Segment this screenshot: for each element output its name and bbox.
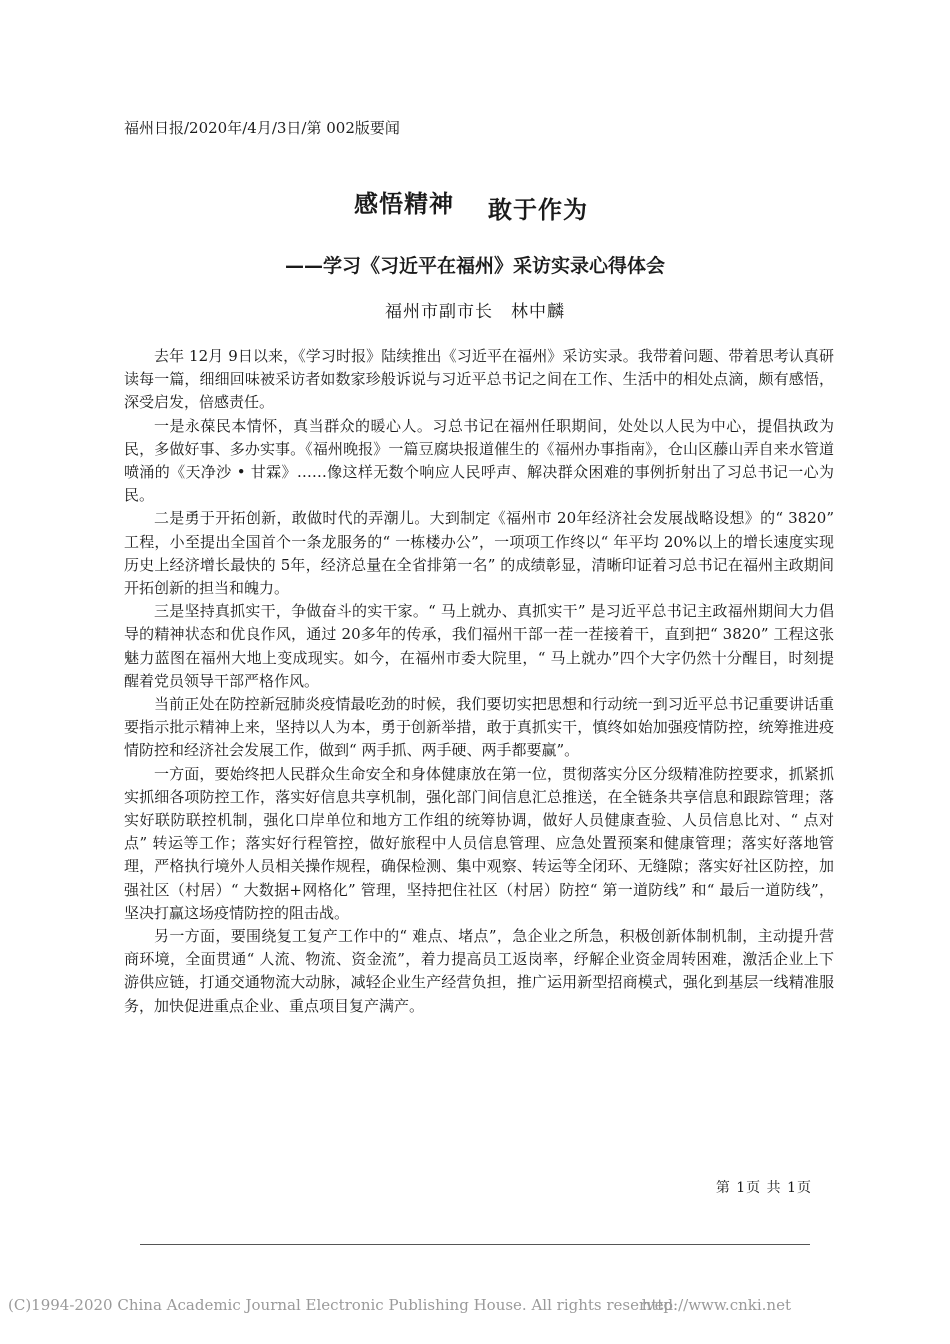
copyright-text: (C)1994-2020 China Academic Journal Electronic Publishing House. All rights reserved. xyxy=(8,1296,678,1314)
article-title xyxy=(0,184,950,224)
footer-divider xyxy=(140,1244,810,1245)
paragraph: 一是永葆民本情怀，真当群众的暖心人。习总书记在福州任职期间，处处以人民为中心，提倡执政为民，多做好事、多办实事。《福州晚报》一篇豆腐块报道催生的《福州办事指南》，仓山区藤山弄自来水管道喷涌的《天净沙 • 甘霖》……像这样无数个响应人民呼声、解决群众困难的事例折射出了习总书记一心为民。 xyxy=(124,416,834,505)
paragraph: 另一方面，要围绕复工复产工作中的“ 难点、堵点”，急企业之所急，积极创新体制机制，主动提升营商环境，全面贯通“ 人流、物流、资金流”，着力提高员工返岗率，纾解企业资金周转困难，激活企业上下游供应链，打通交通物流大动脉，减轻企业生产经营负担，推广运用新型招商模式，强化到基层一线精准服务，加快促进重点企业、重点项目复产满产。 xyxy=(124,927,834,1015)
website-link[interactable]: http://www.cnki.net xyxy=(641,1296,791,1314)
paragraph: 一方面，要始终把人民群众生命安全和身体健康放在第一位，贯彻落实分区分级精准防控要求，抓紧抓实抓细各项防控工作，落实好信息共享机制，强化部门间信息汇总推送，在全链条共享信息和跟踪管理；落实好联防联控机制，强化口岸单位和地方工作组的统筹协调，做好人员健康查验、人员信息比对、“ 点对点” 转运等工作；落实好行程管控，做好旅程中人员信息管理、应急处置预案和健康管理；落实好落地管理，严格执行境外人员相关操作规程，确保检测、集中观察、转运等全闭环、无缝隙；落实好社区防控，加强社区（村居）“ 大数据+网格化” 管理，坚持把住社区（村居）防控“ 第一道防线” 和“ 最后一道防线”，坚决打赢这场疫情防控的阻击战。 xyxy=(124,764,834,922)
paragraph: 三是坚持真抓实干，争做奋斗的实干家。“ 马上就办、真抓实干” 是习近平总书记主政福州期间大力倡导的精神状态和优良作风，通过 20多年的传承，我们福州干部一茬一茬接着干，直到把“ 3820” 工程这张魅力蓝图在福州大地上变成现实。如今，在福州市委大院里，“ 马上就办”四个大字仍然十分醒目，时刻提醒着党员领导干部严格作风。 xyxy=(124,602,834,690)
paragraph: 二是勇于开拓创新，敢做时代的弄潮儿。大到制定《福州市 20年经济社会发展战略设想》的“ 3820” 工程，小至提出全国首个一条龙服务的“ 一栋楼办公”，一项项工作终以“ 年平均 20%以上的增长速度实现历史上经济增长最快的 5年，经济总量在全省排第一名” 的成绩彰显，清晰印证着习总书记在福州主政期间开拓创新的担当和魄力。 xyxy=(124,509,834,598)
article-title-part1: 感悟精神 xyxy=(354,190,454,218)
article-body xyxy=(124,345,834,1018)
author-byline xyxy=(0,297,950,322)
article-subtitle: ——学习《习近平在福州》采访实录心得体会 xyxy=(284,255,665,277)
publication-source: 福州日报/2020年/4月/3日/第 002版要闻 xyxy=(124,119,400,137)
paragraph: 去年 12月 9日以来，《学习时报》陆续推出《习近平在福州》采访实录。我带着问题、带着思考认真研读每一篇，细细回味被采访者如数家珍般诉说与习近平总书记之间在工作、生活中的相处点滴，颇有感悟，深受启发，倍感责任。 xyxy=(124,347,834,412)
author-role: 福州市副市长 xyxy=(385,302,493,322)
article-title-part2: 敢于作为 xyxy=(488,196,588,224)
paragraph: 当前正处在防控新冠肺炎疫情最吃劲的时候，我们要切实把思想和行动统一到习近平总书记重要讲话重要指示批示精神上来，坚持以人为本，勇于创新举措，敢于真抓实干，慎终如始加强疫情防控，统筹推进疫情防控和经济社会发展工作，做到“ 两手抓、两手硬、两手都要赢”。 xyxy=(124,695,834,760)
page-indicator: 第 1页 共 1页 xyxy=(715,1180,812,1196)
copyright-bar xyxy=(0,1296,950,1316)
author-name: 林中麟 xyxy=(511,302,565,322)
